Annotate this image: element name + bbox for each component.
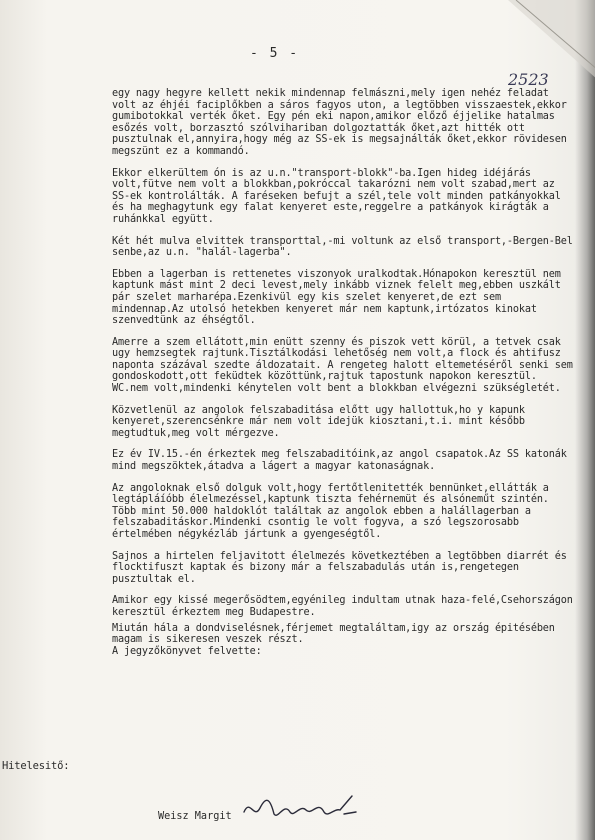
paragraph-6: Közvetlenül az angolok felszabaditása előtt ugy hallottuk,ho y kapunk kenyeret,szerencsénkre már nem volt idejük kiosztani,t.i. mint később megtudtuk,meg volt mérgezve.	[112, 404, 525, 439]
paragraph-9: Sajnos a hirtelen feljavitott élelmezés következtében a legtöbben diarrét és flocktifuszt kaptak és bizony már a felszabadulás után is,rengetegen pusztultak el.	[112, 550, 567, 585]
signatory-name: Weisz Margit	[158, 811, 232, 822]
paragraph-3: Két hét mulva elvittek transporttal,-mi voltunk az első transport,-Bergen-Bel senbe,az u.n. "halál-lagerba".	[112, 235, 573, 259]
scan-edge-shadow	[575, 0, 595, 840]
paragraph-2: Ekkor elkerültem ón is az u.n."transport-blokk"-ba.Igen hideg idéjárás volt,fütve nem volt a blokkban,pokróccal takarózni nem volt szabad,mert az SS-ek kontrolálták. A faréseken befujt a szél,tele volt minden patkányokkal és ha meghagytunk egy falat kenyeret este,reggelre a patkányok kirágták a ruhánkkal együtt.	[112, 167, 561, 225]
paragraph-7: Ez év IV.15.-én érkeztek meg felszabaditóink,az angol csapatok.Az SS katonák mind megszöktek,átadva a lágert a magyar katonaságnak.	[112, 449, 567, 473]
testimony-body	[112, 88, 574, 661]
page-number: - 5 -	[250, 46, 300, 61]
paragraph-1: egy nagy hegyre kellett nekik mindennap felmászni,mely igen nehéz feladat volt az éhjéi faciplőkben a sáros fagyos uton, a legtöbben visszaestek,ekkor gumibotokkal verték őket. Egy pén eki napon,amikor előző éjjelike hatalmas esőzés volt, borzasztó szólvihariban dolgoztatták őket,azt hitték ott pusztulnak el,annyira,hogy még az SS-ek is megsajnálták őket,ekkor rövidesen megszünt ez a kommandó.	[112, 88, 567, 157]
paragraph-4: Ebben a lagerban is rettenetes viszonyok uralkodtak.Hónapokon keresztül nem kaptunk mást mint 2 deci levest,mely inkább viznek felelt meg,ebben uszkált pár szelet marharépa.Ezenkivül egy kis szelet kenyeret,de ezt sem mindennap.Az utolsó hetekben kenyeret már nem kaptunk,irtózatos kinokat szenvedtünk az éhségtől.	[112, 268, 561, 327]
paragraph-8: Az angoloknak első dolguk volt,hogy fertőtlenitették bennünket,ellátták a legtápláíóbb élelmezéssel,kaptunk tiszta fehérnemüt és alsóneműt szintén. Több mint 50.000 haldoklót találtak az angolok ebben a halállagerban a felszabaditáskor.Mindenki csontig le volt fogyva, a szó legszorosabb értelmében négykézláb jártunk a gyengeségtől.	[112, 482, 549, 540]
margin-label-certifier: Hitelesitő:	[2, 760, 70, 772]
archive-number-handwritten: 2523	[508, 70, 549, 89]
paragraph-5: Amerre a szem ellátott,min enütt szenny és piszok vett körül, a tetvek csak ugy hemzsegtek rajtunk.Tisztálkodási lehetőség nem volt,a flock és ahtifusz naponta százával szedte áldozatait. A rengeteg halott eltemetéséről senki sem gondoskodott,ott feküdtek közöttünk,rajtuk tapostunk napokon keresztül. WC.nem volt,mindenki kénytelen volt bent a blokkban elvégezni szükségletét.	[112, 336, 573, 395]
paragraph-10: Amikor egy kissé megerősödtem,egyénileg indultam utnak haza-felé,Csehországon keresztül érkeztem meg Budapestre.	[112, 595, 573, 618]
handwritten-signature	[240, 790, 360, 828]
paragraph-11: Miután hála a dondviselésnek,férjemet megtaláltam,igy az ország épitésében magam is sikeresen veszek részt. A jegyzőkönyvet felvette:	[112, 622, 555, 657]
